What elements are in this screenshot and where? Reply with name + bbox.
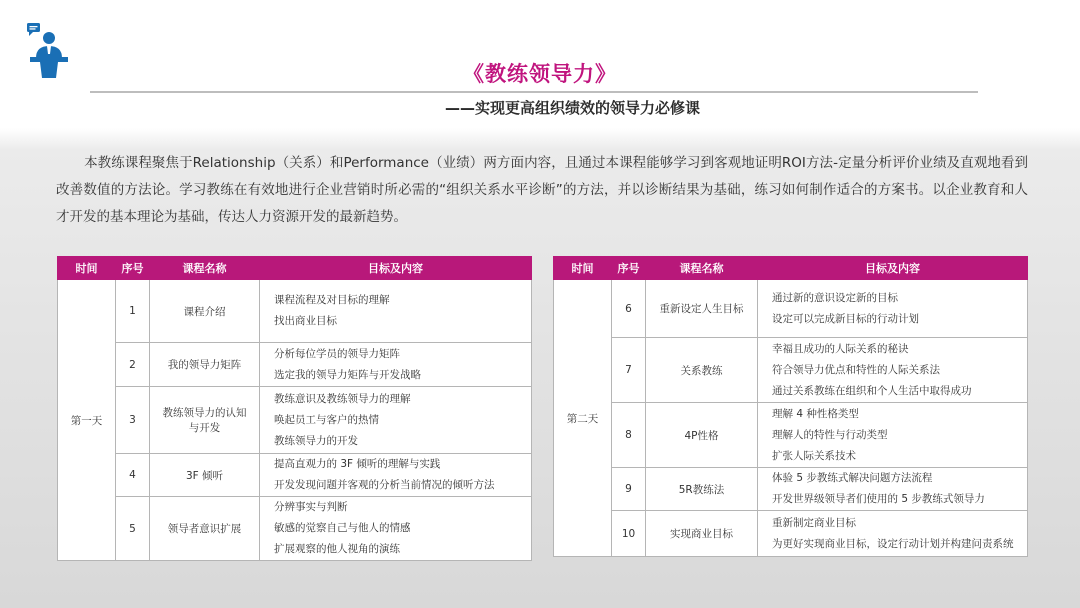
day1-schedule-table <box>57 256 532 561</box>
course-name: 关系教练 <box>646 338 758 403</box>
header-number: 序号 <box>116 257 150 280</box>
row-number: 1 <box>116 280 150 343</box>
day2-schedule-table <box>553 256 1028 557</box>
table-row <box>58 454 532 497</box>
row-number: 2 <box>116 343 150 387</box>
header-time: 时间 <box>554 257 612 280</box>
goals-cell <box>758 468 1028 511</box>
goal-item: 扩展观察的他人视角的演练 <box>274 543 400 555</box>
goals-cell <box>758 511 1028 557</box>
table-row <box>554 468 1028 511</box>
header-course-name: 课程名称 <box>150 257 260 280</box>
row-number: 3 <box>116 387 150 454</box>
course-name: 重新设定人生目标 <box>646 280 758 338</box>
row-number: 5 <box>116 497 150 561</box>
goal-item: 教练领导力的开发 <box>274 434 358 447</box>
goal-item: 理解人的特性与行动类型 <box>772 428 888 441</box>
goal-item: 教练意识及教练领导力的理解 <box>274 392 411 405</box>
goal-item: 唤起员工与客户的热情 <box>274 413 379 426</box>
table-row <box>58 497 532 561</box>
day-label: 第一天 <box>58 280 116 561</box>
goals-cell <box>260 497 532 561</box>
goal-item: 找出商业目标 <box>274 315 337 327</box>
table-row <box>554 511 1028 557</box>
goal-item: 为更好实现商业目标，设定行动计划并构建问责系统 <box>772 537 1014 550</box>
goal-item: 敏感的觉察自己与他人的情感 <box>274 522 411 534</box>
goals-cell <box>758 280 1028 338</box>
day-label: 第二天 <box>554 280 612 557</box>
table-row <box>58 280 532 343</box>
course-name: 领导者意识扩展 <box>150 497 260 561</box>
goal-item: 扩张人际关系技术 <box>772 449 856 462</box>
header-time: 时间 <box>58 257 116 280</box>
goal-item: 体验 5 步教练式解决问题方法流程 <box>772 472 933 484</box>
table-header-row <box>58 257 532 280</box>
header-goals: 目标及内容 <box>758 257 1028 280</box>
goals-cell <box>260 387 532 454</box>
goal-item: 选定我的领导力矩阵与开发战略 <box>274 368 421 381</box>
intro-paragraph: 本教练课程聚焦于Relationship（关系）和Performance（业绩）两方面内容，且通过本课程能够学习到客观地证明ROI方法-定量分析评价业绩及直观地看到改善数值的方法论。学习教练在有效地进行企业营销时所必需的“组织关系水平诊断”的方法，并以诊断结果为基础，练习如何制作适合的方案书。以企业教育和人才开发的基本理论为基础，传达人力资源开发的最新趋势。 <box>56 155 1028 225</box>
header-goals: 目标及内容 <box>260 257 532 280</box>
course-name: 5R教练法 <box>646 468 758 511</box>
course-name: 课程介绍 <box>150 280 260 343</box>
goal-item: 分辨事实与判断 <box>274 501 348 513</box>
row-number: 6 <box>612 280 646 338</box>
goal-item: 课程流程及对目标的理解 <box>274 294 390 306</box>
goal-item: 理解 4 种性格类型 <box>772 407 859 420</box>
course-name: 4P性格 <box>646 403 758 468</box>
goals-cell <box>260 343 532 387</box>
goal-item: 符合领导力优点和特性的人际关系法 <box>772 363 940 376</box>
page-subtitle: ——实现更高组织绩效的领导力必修课 <box>444 99 700 117</box>
header-number: 序号 <box>612 257 646 280</box>
goal-item: 提高直观力的 3F 倾听的理解与实践 <box>274 458 441 470</box>
goal-item: 分析每位学员的领导力矩阵 <box>274 347 400 360</box>
course-name: 教练领导力的认知与开发 <box>150 387 260 454</box>
table-header-row <box>554 257 1028 280</box>
table-row <box>58 343 532 387</box>
row-number: 8 <box>612 403 646 468</box>
page-title: 《教练领导力》 <box>463 62 617 86</box>
row-number: 4 <box>116 454 150 497</box>
row-number: 9 <box>612 468 646 511</box>
course-name: 实现商业目标 <box>646 511 758 557</box>
table-row <box>58 387 532 454</box>
title-divider <box>90 91 978 93</box>
header-course-name: 课程名称 <box>646 257 758 280</box>
goal-item: 重新制定商业目标 <box>772 516 856 529</box>
goal-item: 通过关系教练在组织和个人生活中取得成功 <box>772 384 972 397</box>
goals-cell <box>758 403 1028 468</box>
goals-cell <box>260 280 532 343</box>
goal-item: 开发世界级领导者们使用的 5 步教练式领导力 <box>772 493 985 505</box>
table-row <box>554 280 1028 338</box>
goal-item: 设定可以完成新目标的行动计划 <box>772 312 919 325</box>
course-name: 我的领导力矩阵 <box>150 343 260 387</box>
row-number: 10 <box>612 511 646 557</box>
course-name: 3F 倾听 <box>150 454 260 497</box>
goals-cell <box>758 338 1028 403</box>
row-number: 7 <box>612 338 646 403</box>
table-row <box>554 338 1028 403</box>
goals-cell <box>260 454 532 497</box>
goal-item: 通过新的意识设定新的目标 <box>772 291 898 304</box>
goal-item: 开发发现问题并客观的分析当前情况的倾听方法 <box>274 479 495 491</box>
goal-item: 幸福且成功的人际关系的秘诀 <box>772 342 909 355</box>
table-row <box>554 403 1028 468</box>
